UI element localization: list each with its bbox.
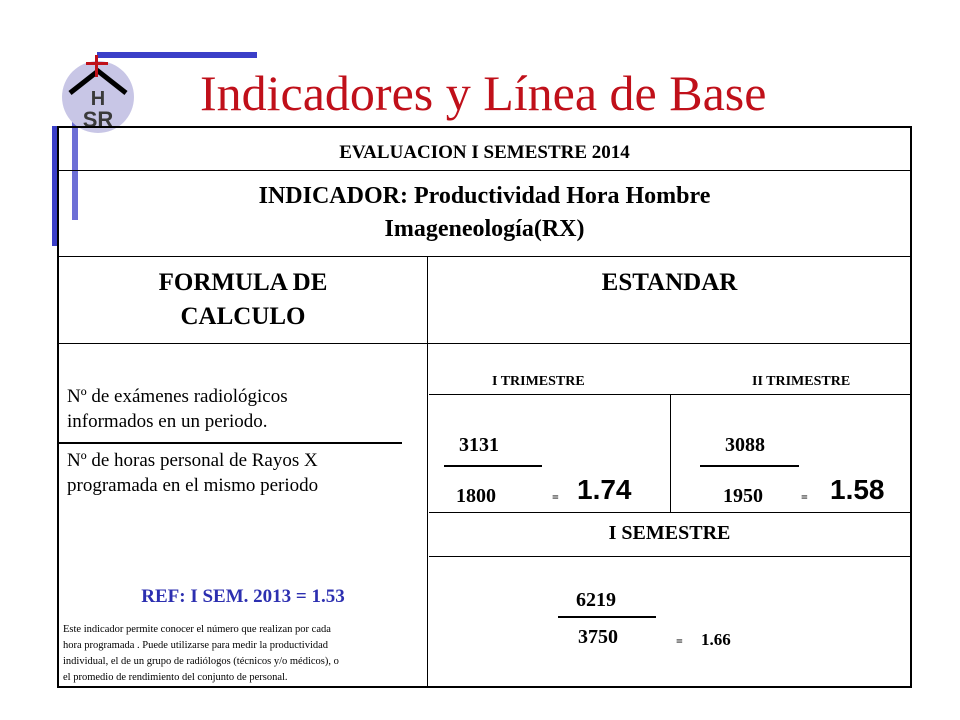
description-line-4: el promedio de rendimiento del conjunto de personal. [63,672,288,683]
description-line-1: Este indicador permite conocer el número que realizan por cada [63,624,331,635]
semester-numerator: 6219 [576,589,616,611]
evaluation-heading: EVALUACION I SEMESTRE 2014 [339,142,630,163]
row-divider-3 [59,343,910,344]
description-line-2: hora programada . Puede utilizarse para medir la productividad [63,640,329,651]
formula-fraction-line [59,442,402,444]
page-title: Indicadores y Línea de Base [200,65,767,121]
standard-heading: ESTANDAR [601,269,738,296]
numerator-line-2: informados en un periodo. [67,411,268,432]
semester-result: 1.66 [701,630,731,649]
quarter2-denominator: 1950 [723,485,763,507]
quarter1-denominator: 1800 [456,485,496,507]
column-divider [427,256,428,688]
quarter1-label: I TRIMESTRE [492,374,585,389]
formula-heading-line-2: CALCULO [180,303,306,330]
quarter2-fraction-line [700,465,799,467]
quarter1-result: 1.74 [577,474,632,505]
svg-text:SR: SR [82,107,114,132]
semester-fraction-line [558,616,656,618]
hospital-logo [58,55,138,135]
quarter2-equals: = [801,490,808,504]
svg-text:H: H [90,88,106,110]
semester-top-divider [429,512,910,513]
description-line-3: individual, el de un grupo de radiólogos (técnicos y/o médicos), o [63,656,339,667]
quarter1-numerator: 3131 [459,434,499,456]
formula-denominator [67,448,417,498]
formula-heading [59,266,427,334]
semester-bottom-divider [429,556,910,557]
numerator-line-1: Nº de exámenes radiológicos [67,386,288,407]
semester-denominator: 3750 [578,626,618,648]
quarter1-fraction-line [444,465,542,467]
denominator-line-2: programada en el mismo periodo [67,475,319,496]
indicator-table [57,126,912,688]
quarter2-label: II TRIMESTRE [752,374,851,389]
quarter-column-divider [670,394,671,512]
indicator-line-2: Imageneología(RX) [384,216,585,242]
indicator-heading [59,180,910,246]
indicator-description [63,622,425,686]
semester-label: I SEMESTRE [608,522,731,544]
reference-value: REF: I SEM. 2013 = 1.53 [141,586,345,607]
indicator-line-1: INDICADOR: Productividad Hora Hombre [258,183,711,209]
quarter1-equals: = [552,490,559,504]
row-divider-2 [59,256,910,257]
quarter2-numerator: 3088 [725,434,765,456]
semester-equals: = [676,634,683,648]
row-divider-1 [59,170,910,171]
denominator-line-1: Nº de horas personal de Rayos X [67,450,318,471]
formula-numerator [67,384,417,434]
formula-heading-line-1: FORMULA DE [158,269,328,296]
quarter2-result: 1.58 [830,474,885,505]
